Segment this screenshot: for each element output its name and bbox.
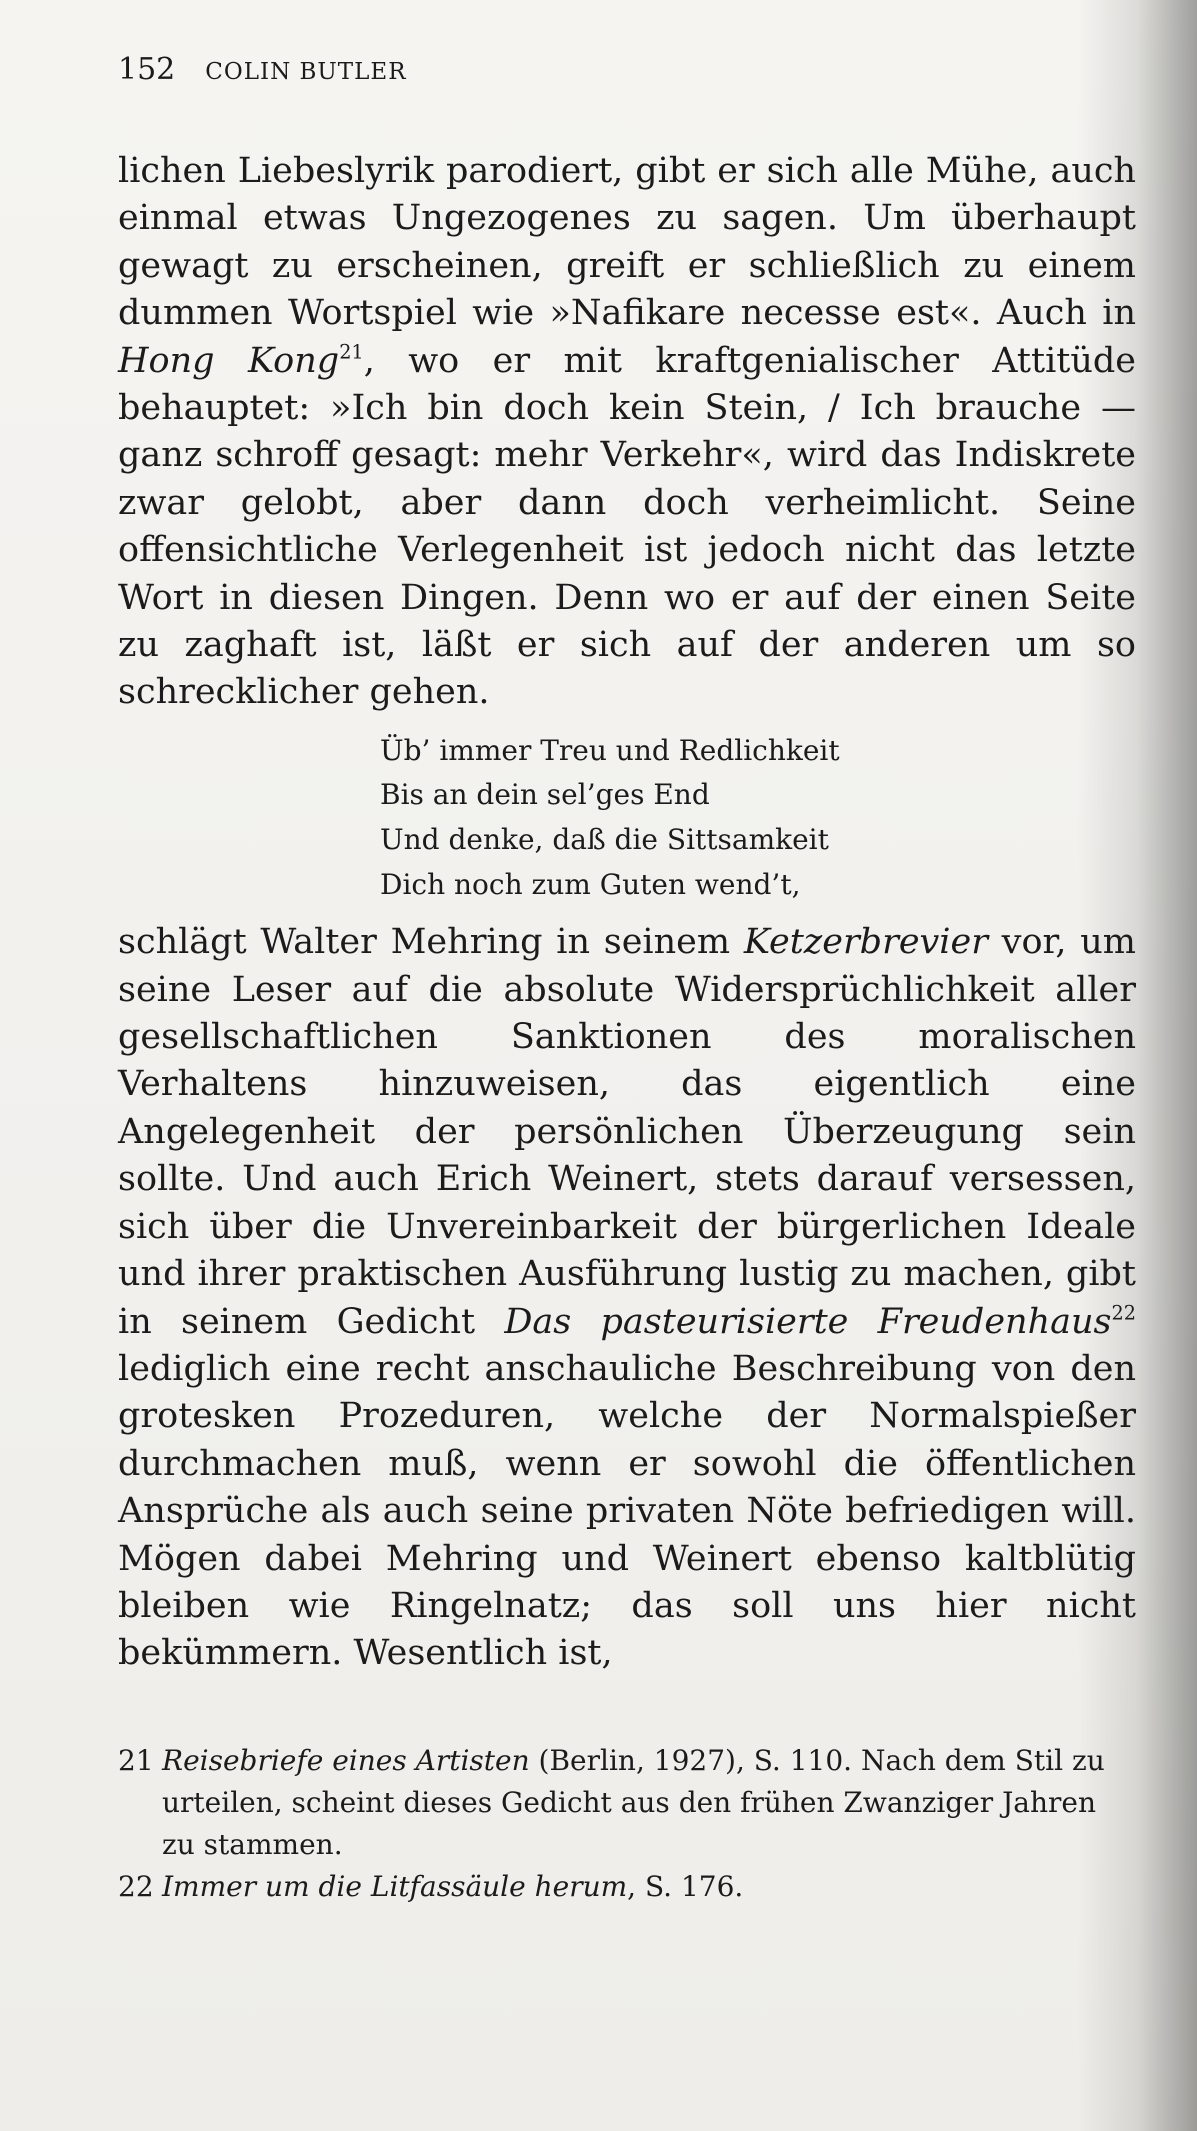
footnote-number: 22 <box>118 1870 154 1903</box>
running-head: COLIN BUTLER <box>205 59 407 85</box>
footnote-number: 21 <box>118 1744 154 1777</box>
footnote-title: Reisebriefe eines Artisten <box>162 1744 530 1777</box>
page-number: 152 <box>118 52 176 87</box>
footnote-text <box>162 1866 1136 1908</box>
footnote-ref-21: 21 <box>339 340 364 364</box>
paragraph-2 <box>118 919 1136 1678</box>
footnotes <box>118 1740 1136 1908</box>
title-ketzerbrevier: Ketzerbrevier <box>743 922 988 963</box>
poem-line: Üb’ immer Treu und Redlichkeit <box>380 733 840 767</box>
paragraph-2-part-1: schlägt Walter Mehring in seinem <box>118 922 744 963</box>
page-header <box>118 52 407 92</box>
title-hong-kong: Hong Kong <box>118 340 340 381</box>
paragraph-2-part-2: vor, um seine Leser auf die absolute Widersprüchlichkeit aller gesellschaftlichen Sanktionen des moralischen Verhaltens hinzuweisen, das eigentlich eine Angelegenheit der persönlichen Überzeugung sein sollte. Und auch Erich Weinert, stets darauf versessen, sich über die Unvereinbarkeit der bürgerlichen Ideale und ihrer praktischen Ausführung lustig zu machen, gibt in seinem Gedicht <box>118 922 1136 1342</box>
poem-line: Dich noch zum Guten wend’t, <box>380 867 801 901</box>
paragraph-1 <box>118 148 1136 717</box>
paragraph-1-part-2: , wo er mit kraftgenialischer Attitüde behauptet: »Ich bin doch kein Stein, / Ich brauche — ganz schroff gesagt: mehr Verkehr«, wird das Indiskrete zwar gelobt, aber dann doch verheimlicht. Seine offensichtliche Verlegenheit ist jedoch nicht das letzte Wort in diesen Dingen. Denn wo er auf der einen Seite zu zaghaft ist, läßt er sich auf der anderen um so schrecklicher gehen. <box>118 340 1136 713</box>
body-text <box>118 148 1136 1678</box>
poem-line: Bis an dein sel’ges End <box>380 778 710 812</box>
footnote-body: , S. 176. <box>627 1870 744 1903</box>
footnote-22 <box>118 1866 1136 1908</box>
title-freudenhaus: Das pasteurisierte Freudenhaus <box>504 1301 1112 1342</box>
paragraph-1-part-1: lichen Liebeslyrik parodiert, gibt er sich alle Mühe, auch einmal etwas Ungezogenes zu sagen. Um überhaupt gewagt zu erscheinen, greift er schließlich zu einem dummen Wortspiel wie »Nafikare necesse est«. Auch in <box>118 151 1136 334</box>
footnote-text <box>162 1740 1136 1866</box>
paragraph-2-part-3: lediglich eine recht anschauliche Beschreibung von den grotesken Prozeduren, welche der Normalspießer durchmachen muß, wenn er sowohl die öffentlichen Ansprüche als auch seine privaten Nöte befriedigen will. Mögen dabei Mehring und Weinert ebenso kaltblütig bleiben wie Ringelnatz; das soll uns hier nicht bekümmern. Wesentlich ist, <box>118 1348 1136 1674</box>
footnote-body: (Berlin, 1927), S. 110. Nach dem Stil zu urteilen, scheint dieses Gedicht aus den frühen Zwanziger Jahren zu stammen. <box>162 1744 1105 1861</box>
poem-quote <box>380 729 1136 907</box>
footnote-title: Immer um die Litfassäule herum <box>162 1870 628 1903</box>
footnote-ref-22: 22 <box>1111 1301 1136 1325</box>
poem-line: Und denke, daß die Sittsamkeit <box>380 823 829 857</box>
footnote-21 <box>118 1740 1136 1866</box>
